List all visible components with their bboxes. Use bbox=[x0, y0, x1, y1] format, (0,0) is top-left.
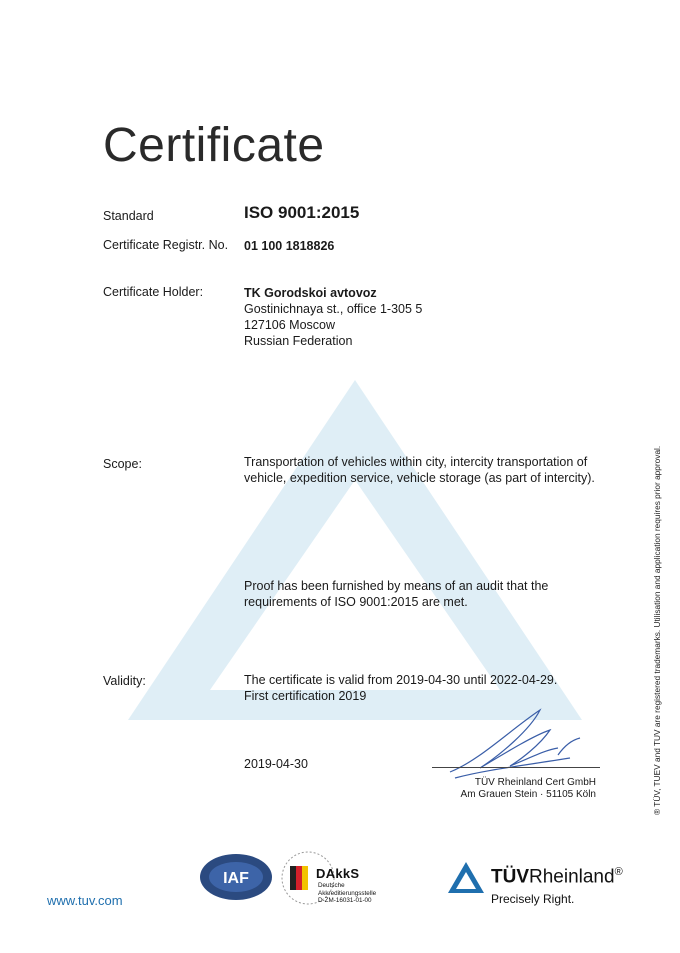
tuv-tagline: Precisely Right. bbox=[491, 892, 575, 906]
scope-label: Scope: bbox=[103, 457, 142, 471]
tuv-brand-bold: TÜV bbox=[491, 866, 529, 888]
dakks-subtext bbox=[318, 882, 376, 905]
proof-line: requirements of ISO 9001:2015 are met. bbox=[244, 595, 468, 609]
scope-line: vehicle, expedition service, vehicle storage (as part of intercity). bbox=[244, 471, 595, 485]
holder-block bbox=[244, 285, 422, 349]
dakks-sub-line: Akkreditierungsstelle bbox=[318, 889, 377, 897]
registr-value: 01 100 1818826 bbox=[244, 239, 335, 253]
issuer-block bbox=[432, 777, 596, 801]
proof-text bbox=[244, 578, 548, 610]
holder-label: Certificate Holder: bbox=[103, 285, 204, 299]
issue-date: 2019-04-30 bbox=[244, 757, 308, 771]
trademark-notice: ® TÜV, TUEV and TUV are registered trademarks. Utilisation and application requires prior approval. bbox=[652, 445, 662, 815]
standard-value: ISO 9001:2015 bbox=[244, 203, 360, 222]
issuer-name: TÜV Rheinland Cert GmbH bbox=[474, 777, 596, 788]
validity-line: First certification 2019 bbox=[244, 689, 367, 703]
scope-line: Transportation of vehicles within city, intercity transportation of bbox=[244, 455, 588, 469]
issuer-address: Am Grauen Stein · 51105 Köln bbox=[460, 789, 596, 800]
dakks-sub-line: D-ZM-16031-01-00 bbox=[318, 897, 372, 904]
iaf-logo-text: IAF bbox=[223, 870, 249, 887]
signature-line bbox=[432, 767, 600, 768]
holder-address-line: Russian Federation bbox=[244, 334, 353, 348]
scope-text bbox=[244, 454, 595, 486]
validity-label: Validity: bbox=[103, 674, 146, 688]
tuv-triangle-icon bbox=[447, 861, 485, 894]
tuv-registered-mark: ® bbox=[614, 866, 623, 878]
standard-label: Standard bbox=[103, 209, 154, 223]
page-title: Certificate bbox=[103, 119, 325, 172]
holder-name: TK Gorodskoi avtovoz bbox=[244, 286, 377, 300]
dakks-sub-line: Deutsche bbox=[318, 882, 345, 889]
tuv-brand-rest: Rheinland bbox=[529, 866, 615, 888]
holder-address-line: Gostinichnaya st., office 1-305 5 bbox=[244, 302, 423, 316]
proof-line: Proof has been furnished by means of an audit that the bbox=[244, 579, 549, 593]
validity-line: The certificate is valid from 2019-04-30 until 2022-04-29. bbox=[244, 673, 558, 687]
iaf-logo bbox=[198, 852, 274, 902]
holder-address-line: 127106 Moscow bbox=[244, 318, 336, 332]
tuv-brand bbox=[491, 866, 623, 888]
registr-label: Certificate Registr. No. bbox=[103, 238, 229, 252]
dakks-name: DAkkS bbox=[316, 866, 360, 881]
website-link[interactable]: www.tuv.com bbox=[47, 893, 123, 908]
